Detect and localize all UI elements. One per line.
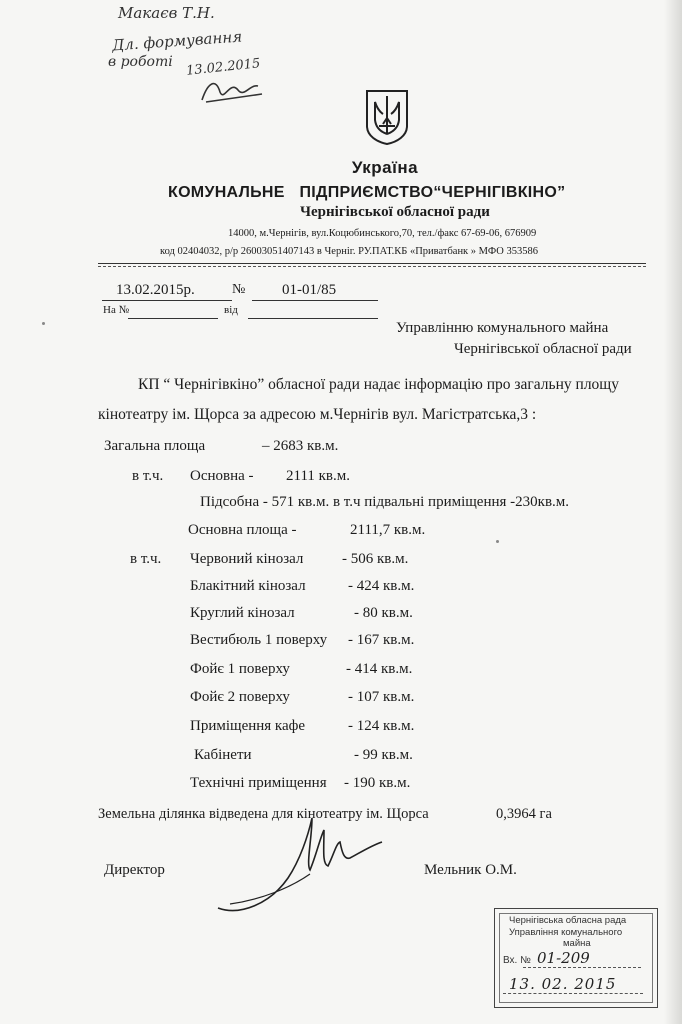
director-signature xyxy=(200,808,400,918)
stamp-in-number: 01-209 xyxy=(537,949,590,967)
header-rule xyxy=(98,263,646,264)
including-label-2: в т.ч. xyxy=(130,551,162,567)
header-bank-details: код 02404032, р/р 26003051407143 в Черніг. РУ.ПАТ.КБ «Приватбанк » МФО 353586 xyxy=(160,246,538,257)
main-area-value: 2111 кв.м. xyxy=(286,468,350,484)
handwritten-note-line3: в роботі xyxy=(108,54,173,70)
room-name: Технічні приміщення xyxy=(190,775,327,791)
land-plot-text: Земельна ділянка відведена для кінотеатру ім. Щорса xyxy=(98,806,429,822)
header-rule-dashed xyxy=(98,266,646,267)
number-underline xyxy=(252,300,378,301)
stamp-line1: Чернігівська обласна рада xyxy=(509,915,627,926)
room-area: - 424 кв.м. xyxy=(348,578,415,594)
document-number: 01-01/85 xyxy=(282,282,337,298)
room-area: - 414 кв.м. xyxy=(346,661,413,677)
room-area: - 506 кв.м. xyxy=(342,551,409,567)
main-floor-area-value: 2111,7 кв.м. xyxy=(350,522,426,538)
handwritten-scribble xyxy=(198,72,268,108)
total-area-value: – 2683 кв.м. xyxy=(262,438,339,454)
signatory-name: Мельник О.М. xyxy=(424,862,517,878)
addressee-line2: Чернігівської обласної ради xyxy=(454,341,632,357)
main-floor-area-label: Основна площа - xyxy=(188,522,297,538)
number-label: № xyxy=(232,282,246,297)
stamp-date-underline xyxy=(503,993,643,994)
stamp-in-label: Вх. № xyxy=(503,955,531,966)
room-area: - 80 кв.м. xyxy=(354,605,413,621)
scan-speck xyxy=(496,540,499,543)
header-organization: КОМУНАЛЬНЕ ПІДПРИЄМСТВО“ЧЕРНІГІВКІНО” xyxy=(168,184,566,201)
stamp-line2: Управління комунального xyxy=(509,927,623,938)
room-name: Фойє 2 поверху xyxy=(190,689,290,705)
total-area-label: Загальна площа xyxy=(104,438,206,454)
from-label: від xyxy=(224,304,238,316)
room-area: - 190 кв.м. xyxy=(344,775,411,791)
reference-label: На № xyxy=(103,304,130,316)
room-name: Кабінети xyxy=(194,747,252,763)
stamp-in-underline xyxy=(523,967,641,968)
including-label: в т.ч. xyxy=(132,468,164,484)
header-address: 14000, м.Чернігів, вул.Коцюбинського,70, тел./факс 67-69-06, 676909 xyxy=(228,228,537,239)
date-underline xyxy=(102,300,232,301)
header-country: Україна xyxy=(351,158,419,177)
document-date: 13.02.2015р. xyxy=(116,282,195,298)
incoming-stamp xyxy=(494,908,658,1008)
body-paragraph-line1: КП “ Чернігівкіно” обласної ради надає інформацію про загальну площу xyxy=(138,376,619,393)
handwritten-note-date: 13.02.2015 xyxy=(185,56,262,79)
room-area: - 124 кв.м. xyxy=(348,718,415,734)
coat-of-arms-icon xyxy=(364,88,410,146)
room-area: - 107 кв.м. xyxy=(348,689,415,705)
room-area: - 167 кв.м. xyxy=(348,632,415,648)
room-name: Вестибюль 1 поверху xyxy=(190,632,328,648)
room-area: - 99 кв.м. xyxy=(354,747,413,763)
page-edge xyxy=(664,0,682,1024)
aux-area-text: Підсобна - 571 кв.м. в т.ч підвальні приміщення -230кв.м. xyxy=(200,494,570,510)
scan-speck xyxy=(42,322,45,325)
main-area-label: Основна - xyxy=(190,468,254,484)
header-council: Чернігівської обласної ради xyxy=(300,204,490,220)
addressee-line1: Управлінню комунального майна xyxy=(396,320,609,336)
signatory-title: Директор xyxy=(104,862,165,878)
land-plot-value: 0,3964 га xyxy=(496,806,552,822)
handwritten-note-line2: Дл. формування xyxy=(111,27,243,55)
body-paragraph-line2: кінотеатру ім. Щорса за адресою м.Чернігів вул. Магістратська,3 : xyxy=(98,406,537,423)
from-underline xyxy=(248,318,378,319)
handwritten-note-line1: Макаєв Т.Н. xyxy=(118,4,215,22)
stamp-line3: майна xyxy=(563,938,591,949)
room-name: Червоний кінозал xyxy=(190,551,304,567)
room-name: Фойє 1 поверху xyxy=(190,661,290,677)
room-name: Круглий кінозал xyxy=(190,605,295,621)
room-name: Блакітний кінозал xyxy=(190,578,306,594)
room-name: Приміщення кафе xyxy=(190,718,306,734)
reference-underline xyxy=(128,318,218,319)
stamp-date: 13. 02. 2015 xyxy=(509,975,617,993)
